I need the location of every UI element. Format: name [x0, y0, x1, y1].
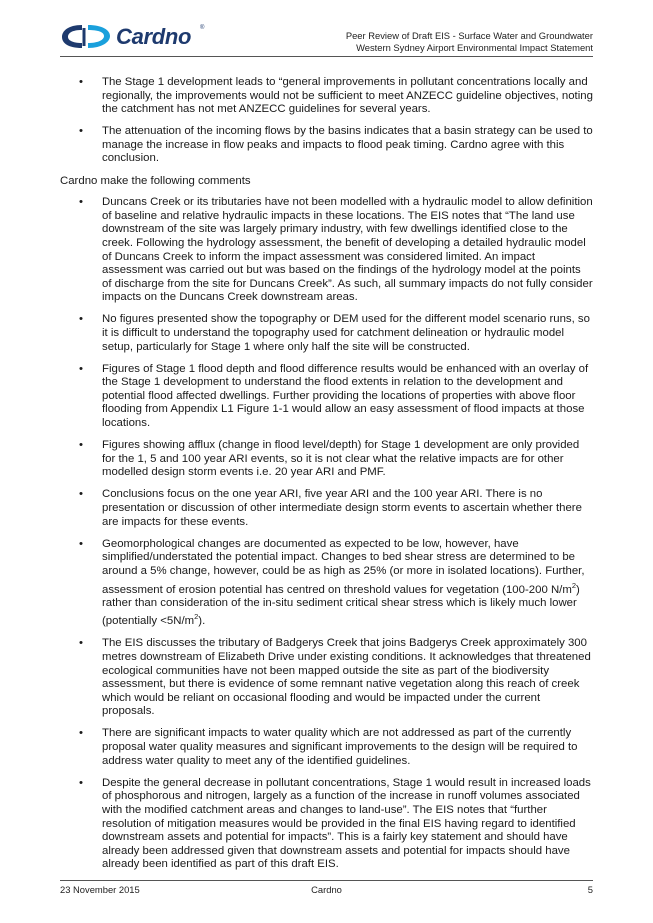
geo-text-after: ). — [198, 615, 206, 628]
list-item — [60, 637, 593, 719]
list-item-text: Figures of Stage 1 flood depth and flood difference results would be enhanced with an overlay of the Stage 1 development to understand the flood extents in relation to the development and potential flood affected dwellings. Further providing the locations of properties with above floor flooding from Appendix L1 Figure 1-1 would allow an easy assessment of flood impacts at those locations. — [102, 362, 589, 430]
document-title — [346, 30, 593, 54]
list-item — [60, 538, 593, 629]
bullet-marker: • — [79, 637, 83, 650]
bullet-marker: • — [79, 727, 83, 740]
registered-mark: ® — [200, 25, 205, 31]
footer-company: Cardno — [311, 884, 342, 895]
page-number: 5 — [587, 884, 593, 895]
list-item-text: Figures showing afflux (change in flood level/depth) for Stage 1 development are only provided for the 1, 5 and 100 year ARI events, so it is not clear what the relative impacts are for other modelled design storm events i.e. 20 year ARI and PMF. — [102, 439, 580, 479]
superscript: 2 — [194, 612, 199, 622]
bullet-marker: • — [79, 125, 83, 138]
list-item — [60, 488, 593, 529]
list-item — [60, 125, 593, 166]
bullet-marker: • — [79, 76, 83, 88]
document-title-line1: Peer Review of Draft EIS - Surface Water and Groundwater — [345, 30, 593, 41]
list-item — [60, 313, 593, 354]
list-item-text: Conclusions focus on the one year ARI, five year ARI and the 100 year ARI. There is no presentation or discussion of other intermediate design storm events to ascertain whether there are impacts for these events. — [102, 488, 582, 528]
bullet-marker: • — [79, 196, 83, 209]
bullet-marker: • — [79, 776, 83, 789]
footer-divider — [60, 880, 593, 881]
page-body — [60, 76, 593, 880]
list-item — [60, 196, 593, 305]
list-item — [60, 727, 593, 768]
bullet-marker: • — [79, 362, 83, 375]
cardno-logo-mark-icon — [60, 22, 114, 50]
logo-wordmark: Cardno — [116, 24, 192, 49]
comments-intro: Cardno make the following comments — [60, 174, 251, 187]
bullet-marker: • — [79, 313, 83, 326]
cardno-logo — [60, 22, 210, 52]
list-item-text: No figures presented show the topography or DEM used for the different model scenario runs, so it is difficult to understand the topography used for catchment delineation or hydraulic model setup, particularly for Stage 1 where only half the site will be constructed. — [102, 313, 590, 353]
list-item-text: Duncans Creek or its tributaries have not been modelled with a hydraulic model to allow definition of baseline and relative hydraulic impacts in these locations. The EIS notes that “The land use downstream of the site was largely primary industry, with few dwellings identified close to the creek. Following the hydrology assessment, the benefit of developing a detailed hydraulic model of Duncans Creek to inform the impact assessment was considered limited. An impact assessment was carried out but was based on the findings of the hydrology model at the points of discharge from the site for Duncans Creek”. As such, all summary impacts do not fully consider impacts on the Duncans Creek downstream areas. — [102, 196, 593, 304]
list-item — [60, 439, 593, 480]
bullet-marker: • — [79, 439, 83, 452]
list-item-text: The attenuation of the incoming flows by the basins indicates that a basin strategy can be used to manage the increase in flow peaks and impacts to flood peak timing. Cardno agree with this conclusion. — [102, 125, 593, 165]
list-item — [60, 777, 593, 872]
superscript: 2 — [571, 580, 576, 590]
list-item-text: There are significant impacts to water quality which are not addressed as part of the currently proposal water quality measures and significant improvements to the design will be required to address water quality to meet any of the identified guidelines. — [102, 727, 578, 767]
list-item — [60, 363, 593, 431]
list-item-text — [102, 538, 593, 629]
list-item-text: The Stage 1 development leads to “general improvements in pollutant concentrations locally and regionally, the improvements would not be sufficient to meet ANZECC guideline objectives, noting the catchment has not met ANZECC guidelines for several years. — [102, 76, 593, 116]
header-divider — [60, 56, 593, 57]
bullet-marker: • — [79, 537, 83, 550]
geo-text-before: Geomorphological changes are documented as expected to be low, however, have simplified/understated the potential impact. Changes to bed shear stress are determined to be around a 5% change, however, could be as high as 25% (or more in isolated locations). Further, assessment of erosion potential has centred on threshold values for vegetation (100-200 N/m — [102, 537, 585, 596]
geo-text-middle: ) rather than consideration of the in-situ sediment critical shear stress which is likely much lower (potentially <5N/m — [102, 583, 580, 628]
list-item-text: Despite the general decrease in pollutant concentrations, Stage 1 would result in increased loads of phosphorous and nitrogen, largely as a function of the increase in runoff volumes associated with the modified catchment areas and changes to land-use”. The EIS notes that “further resolution of mitigation measures would be provided in the final EIS having regard to identified downstream assets and potential for impacts”. This is a fairly key statement and should have already been addressed given that downstream assets and potential for impacts should have already been identified as part of this draft EIS. — [102, 776, 591, 871]
document-title-line2: Western Sydney Airport Environmental Impact Statement — [356, 42, 593, 53]
bullet-marker: • — [79, 488, 83, 501]
footer-date: 23 November 2015 — [60, 884, 140, 895]
list-item-text: The EIS discusses the tributary of Badgerys Creek that joins Badgerys Creek approximately 300 metres downstream of Elizabeth Drive under existing conditions. It acknowledges that threatened ecological communities have not been mapped outside the site as part of the biodiversity assessment, but there is evidence of some remnant native vegetation along this reach of creek which would be reliant on occasional flooding and would be impacted under the current proposals. — [102, 637, 591, 718]
page-header — [0, 0, 653, 62]
list-item — [60, 76, 593, 117]
